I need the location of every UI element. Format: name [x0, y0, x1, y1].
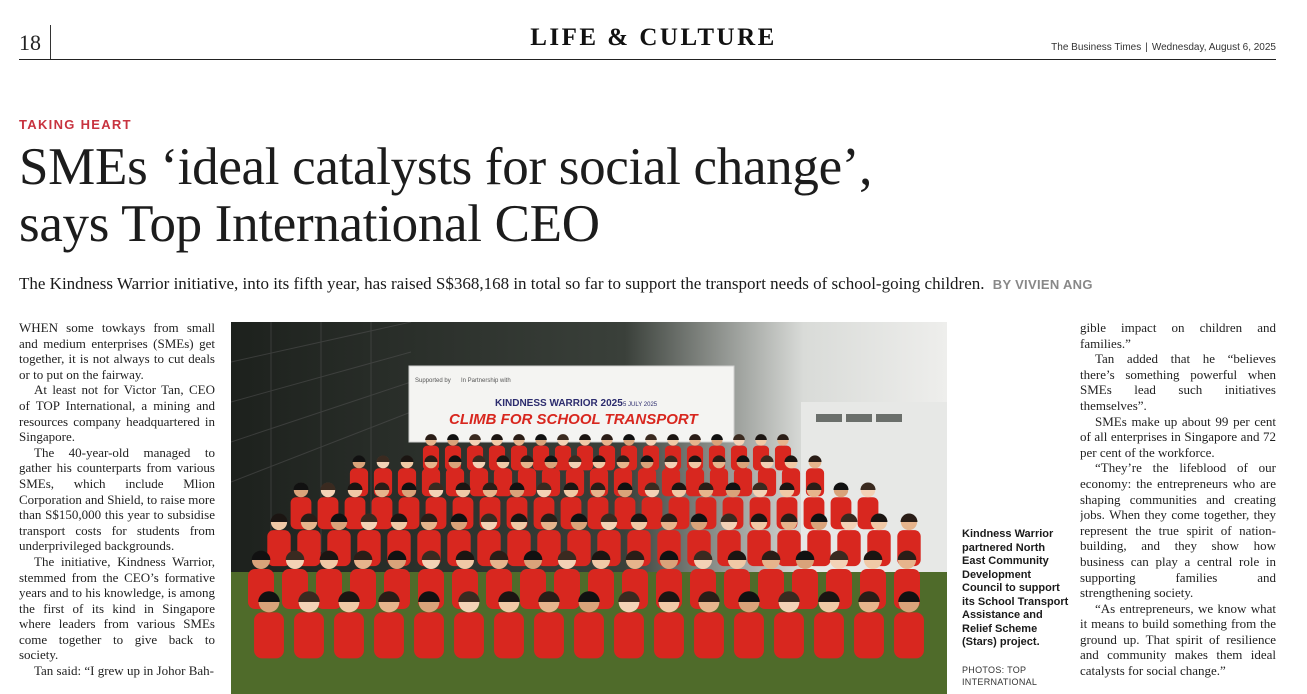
- dateline-separator: |: [1145, 42, 1148, 53]
- person: [316, 551, 342, 609]
- standfirst: [19, 274, 1289, 294]
- body-paragraph: At least not for Victor Tan, CEO of TOP International, a mining and resources company headquartered in Singapore.: [19, 382, 215, 445]
- person: [654, 591, 684, 658]
- group-photo: [231, 322, 947, 694]
- group-photo-illustration: [231, 322, 947, 694]
- body-paragraph: “They’re the lifeblood of our economy: the entrepreneurs who are shaping communities and creating jobs. When they come together, they represent the true spirit of nation-building, and they show how business can play a central role in supporting families and strengthening society.: [1080, 460, 1276, 601]
- headline-line-1: SMEs ‘ideal catalysts for social change’,: [19, 138, 873, 196]
- person: [454, 591, 484, 658]
- wall-vents: [816, 414, 902, 422]
- person: [254, 591, 284, 658]
- body-paragraph: Tan said: “I grew up in Johor Bah-: [34, 663, 214, 679]
- masthead-rule: [19, 59, 1276, 60]
- headline: [19, 139, 1119, 253]
- person: [334, 591, 364, 658]
- standfirst-text: The Kindness Warrior initiative, into its fifth year, has raised S$368,168 in total so far to support the transport needs of school-going children.: [19, 274, 985, 293]
- body-column-2: [1080, 320, 1276, 694]
- photo-credit: PHOTOS: TOP INTERNATIONAL: [962, 665, 1038, 687]
- person: [534, 591, 564, 658]
- page-number: 18: [19, 30, 41, 55]
- dateline: [1051, 42, 1276, 53]
- banner-title: KINDNESS WARRIOR 2025: [495, 398, 623, 409]
- person: [854, 591, 884, 658]
- body-paragraph: The initiative, Kindness Warrior, stemmed from the CEO’s formative years and to his knowledge, is among the first of its kind in Singapore where leaders from various SMEs come together to give back to society.: [19, 553, 215, 663]
- person: [374, 591, 404, 658]
- banner-partner-label: In Partnership with: [461, 378, 511, 384]
- body-paragraph: Tan added that he “believes there’s something powerful when SMEs lead such initiatives themselves”.: [1080, 351, 1276, 413]
- person: [734, 591, 764, 658]
- banner-sponsors-label: Supported by: [415, 378, 451, 384]
- person: [574, 591, 604, 658]
- body-paragraph: WHEN some towkays from small and medium enterprises (SMEs) get together, it is not always to cut deals or to put on the fairway.: [19, 320, 215, 382]
- person: [414, 591, 444, 658]
- person: [614, 591, 644, 658]
- body-paragraph: gible impact on children and families.”: [1080, 320, 1276, 351]
- publication-name: The Business Times: [1051, 42, 1142, 53]
- person: [294, 591, 324, 658]
- photo-caption: Kindness Warrior partnered North East Community Development Council to support its School Transport Assistance and Relief Scheme (Stars) project.: [962, 528, 1069, 648]
- kicker: TAKING HEART: [19, 117, 132, 132]
- person: [555, 434, 571, 470]
- byline: BY VIVIEN ANG: [992, 277, 1093, 292]
- banner-date: 5 JULY 2025: [623, 402, 658, 408]
- person: [494, 591, 524, 658]
- body-paragraph: SMEs make up about 99 per cent of all enterprises in Singapore and 72 per cent of the workforce.: [1080, 413, 1276, 460]
- person: [814, 591, 844, 658]
- person: [694, 591, 724, 658]
- headline-line-2: says Top International CEO: [19, 195, 600, 253]
- person: [894, 591, 924, 658]
- banner-subtitle: CLIMB FOR SCHOOL TRANSPORT: [449, 411, 698, 428]
- body-paragraph: The 40-year-old managed to gather his counterparts from various SMEs, which include Mlion Corporation and Shield, to raise more than S$150,000 this year to subsidise transport costs for students from underprivileged backgrounds.: [19, 444, 215, 554]
- body-paragraph: “As entrepreneurs, we know what it means to build something from the ground up. That spirit of resilience and community makes them ideal catalysts for social change.”: [1080, 600, 1276, 679]
- person: [774, 591, 804, 658]
- issue-date: Wednesday, August 6, 2025: [1151, 42, 1276, 53]
- body-column-1: [19, 320, 215, 694]
- section-title: LIFE & CULTURE: [530, 24, 777, 51]
